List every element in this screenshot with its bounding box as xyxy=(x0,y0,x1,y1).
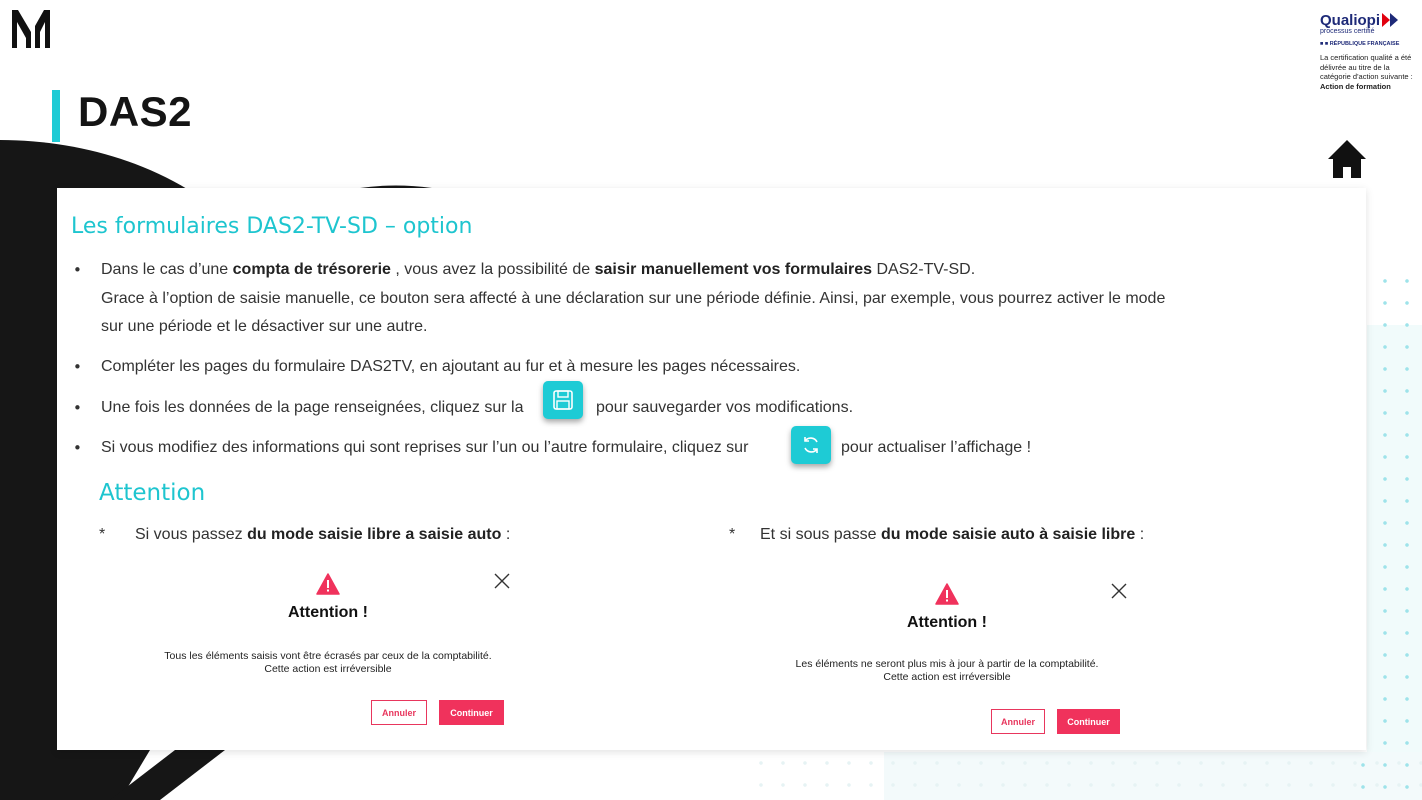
left-column-text xyxy=(135,526,510,544)
left-bold: du mode saisie libre a saisie auto xyxy=(247,526,502,543)
continue-button[interactable]: Continuer xyxy=(439,700,504,725)
right-part1: Et si sous passe xyxy=(760,526,881,543)
qualiopi-description: La certification qualité a été délivrée au titre de la catégorie d'action suivante : xyxy=(1320,53,1413,81)
close-icon[interactable] xyxy=(493,572,511,590)
b1-part3: DAS2-TV-SD. xyxy=(872,261,976,278)
modal-right-title: Attention ! xyxy=(907,614,987,631)
left-star: * xyxy=(99,526,106,543)
warning-triangle-icon xyxy=(935,583,959,605)
qualiopi-brand: Qualiopi xyxy=(1320,12,1380,29)
bullet-4-before: Si vous modifiez des informations qui sont reprises sur l’un ou l’autre formulaire, cliquez sur xyxy=(101,439,749,456)
save-button[interactable] xyxy=(543,381,583,419)
modal-left-title: Attention ! xyxy=(288,604,368,621)
qualiopi-republique: ■ ■ RÉPUBLIQUE FRANÇAISE xyxy=(1320,41,1400,47)
m-logo-icon xyxy=(12,8,50,48)
home-icon[interactable] xyxy=(1328,140,1366,178)
continue-button[interactable]: Continuer xyxy=(1057,709,1120,734)
right-column-text xyxy=(760,526,1144,544)
b1-line2: Grace à l’option de saisie manuelle, ce bouton sera affecté à une déclaration sur une période définie. Ainsi, par exemple, vous pourrez activer le mode xyxy=(101,289,1166,307)
close-icon[interactable] xyxy=(1110,582,1128,600)
bullet-marker: • xyxy=(73,261,82,279)
refresh-button[interactable] xyxy=(791,426,831,464)
bullet-marker: • xyxy=(73,439,82,457)
qualiopi-category: Action de formation xyxy=(1320,81,1391,91)
title-accent-bar xyxy=(52,90,60,142)
modal-right-line2: Cette action est irréversible xyxy=(883,671,1011,683)
right-star: * xyxy=(729,526,736,543)
right-part2: : xyxy=(1135,526,1145,543)
left-part1: Si vous passez xyxy=(135,526,248,543)
modal-right-line1: Les éléments ne seront plus mis à jour à partir de la comptabilité. xyxy=(795,658,1099,670)
card-title: Les formulaires DAS2-TV-SD – option xyxy=(71,214,473,239)
modal-left-line1: Tous les éléments saisis vont être écrasés par ceux de la comptabilité. xyxy=(164,650,492,662)
b1-bold1: compta de trésorerie xyxy=(232,261,391,278)
bullet-marker: • xyxy=(73,399,82,417)
left-part2: : xyxy=(501,526,511,543)
floppy-disk-icon xyxy=(552,389,574,411)
b1-line3: sur une période et le désactiver sur une autre. xyxy=(101,318,428,335)
bullet-1-text xyxy=(101,256,1165,342)
cancel-button[interactable]: Annuler xyxy=(991,709,1045,734)
attention-heading: Attention xyxy=(99,480,206,506)
b1-part1: Dans le cas d’une xyxy=(101,261,233,278)
modal-left-line2: Cette action est irréversible xyxy=(264,663,392,675)
warning-triangle-icon xyxy=(316,573,340,595)
bullet-4-after: pour actualiser l’affichage ! xyxy=(841,439,1032,456)
qualiopi-badge xyxy=(1320,10,1416,91)
bullet-3-after: pour sauvegarder vos modifications. xyxy=(596,399,854,416)
qualiopi-sub: processus certifié xyxy=(1320,28,1375,35)
cancel-button[interactable]: Annuler xyxy=(371,700,427,725)
b1-part2: , vous avez la possibilité de xyxy=(390,261,595,278)
bullet-2-text: Compléter les pages du formulaire DAS2TV, en ajoutant au fur et à mesure les pages nécessaires. xyxy=(101,358,801,375)
page-title: DAS2 xyxy=(78,88,193,135)
refresh-icon xyxy=(800,434,822,456)
content-card xyxy=(57,188,1366,750)
modal-right-message xyxy=(737,658,1157,684)
right-bold: du mode saisie auto à saisie libre xyxy=(880,526,1136,543)
b1-bold2: saisir manuellement vos formulaires xyxy=(594,261,873,278)
qualiopi-text xyxy=(1320,53,1416,91)
modal-left-message xyxy=(118,650,538,676)
qualiopi-arrows-icon xyxy=(1382,13,1406,27)
bullet-3-before: Une fois les données de la page renseignées, cliquez sur la xyxy=(101,399,524,416)
bullet-marker: • xyxy=(73,358,82,376)
